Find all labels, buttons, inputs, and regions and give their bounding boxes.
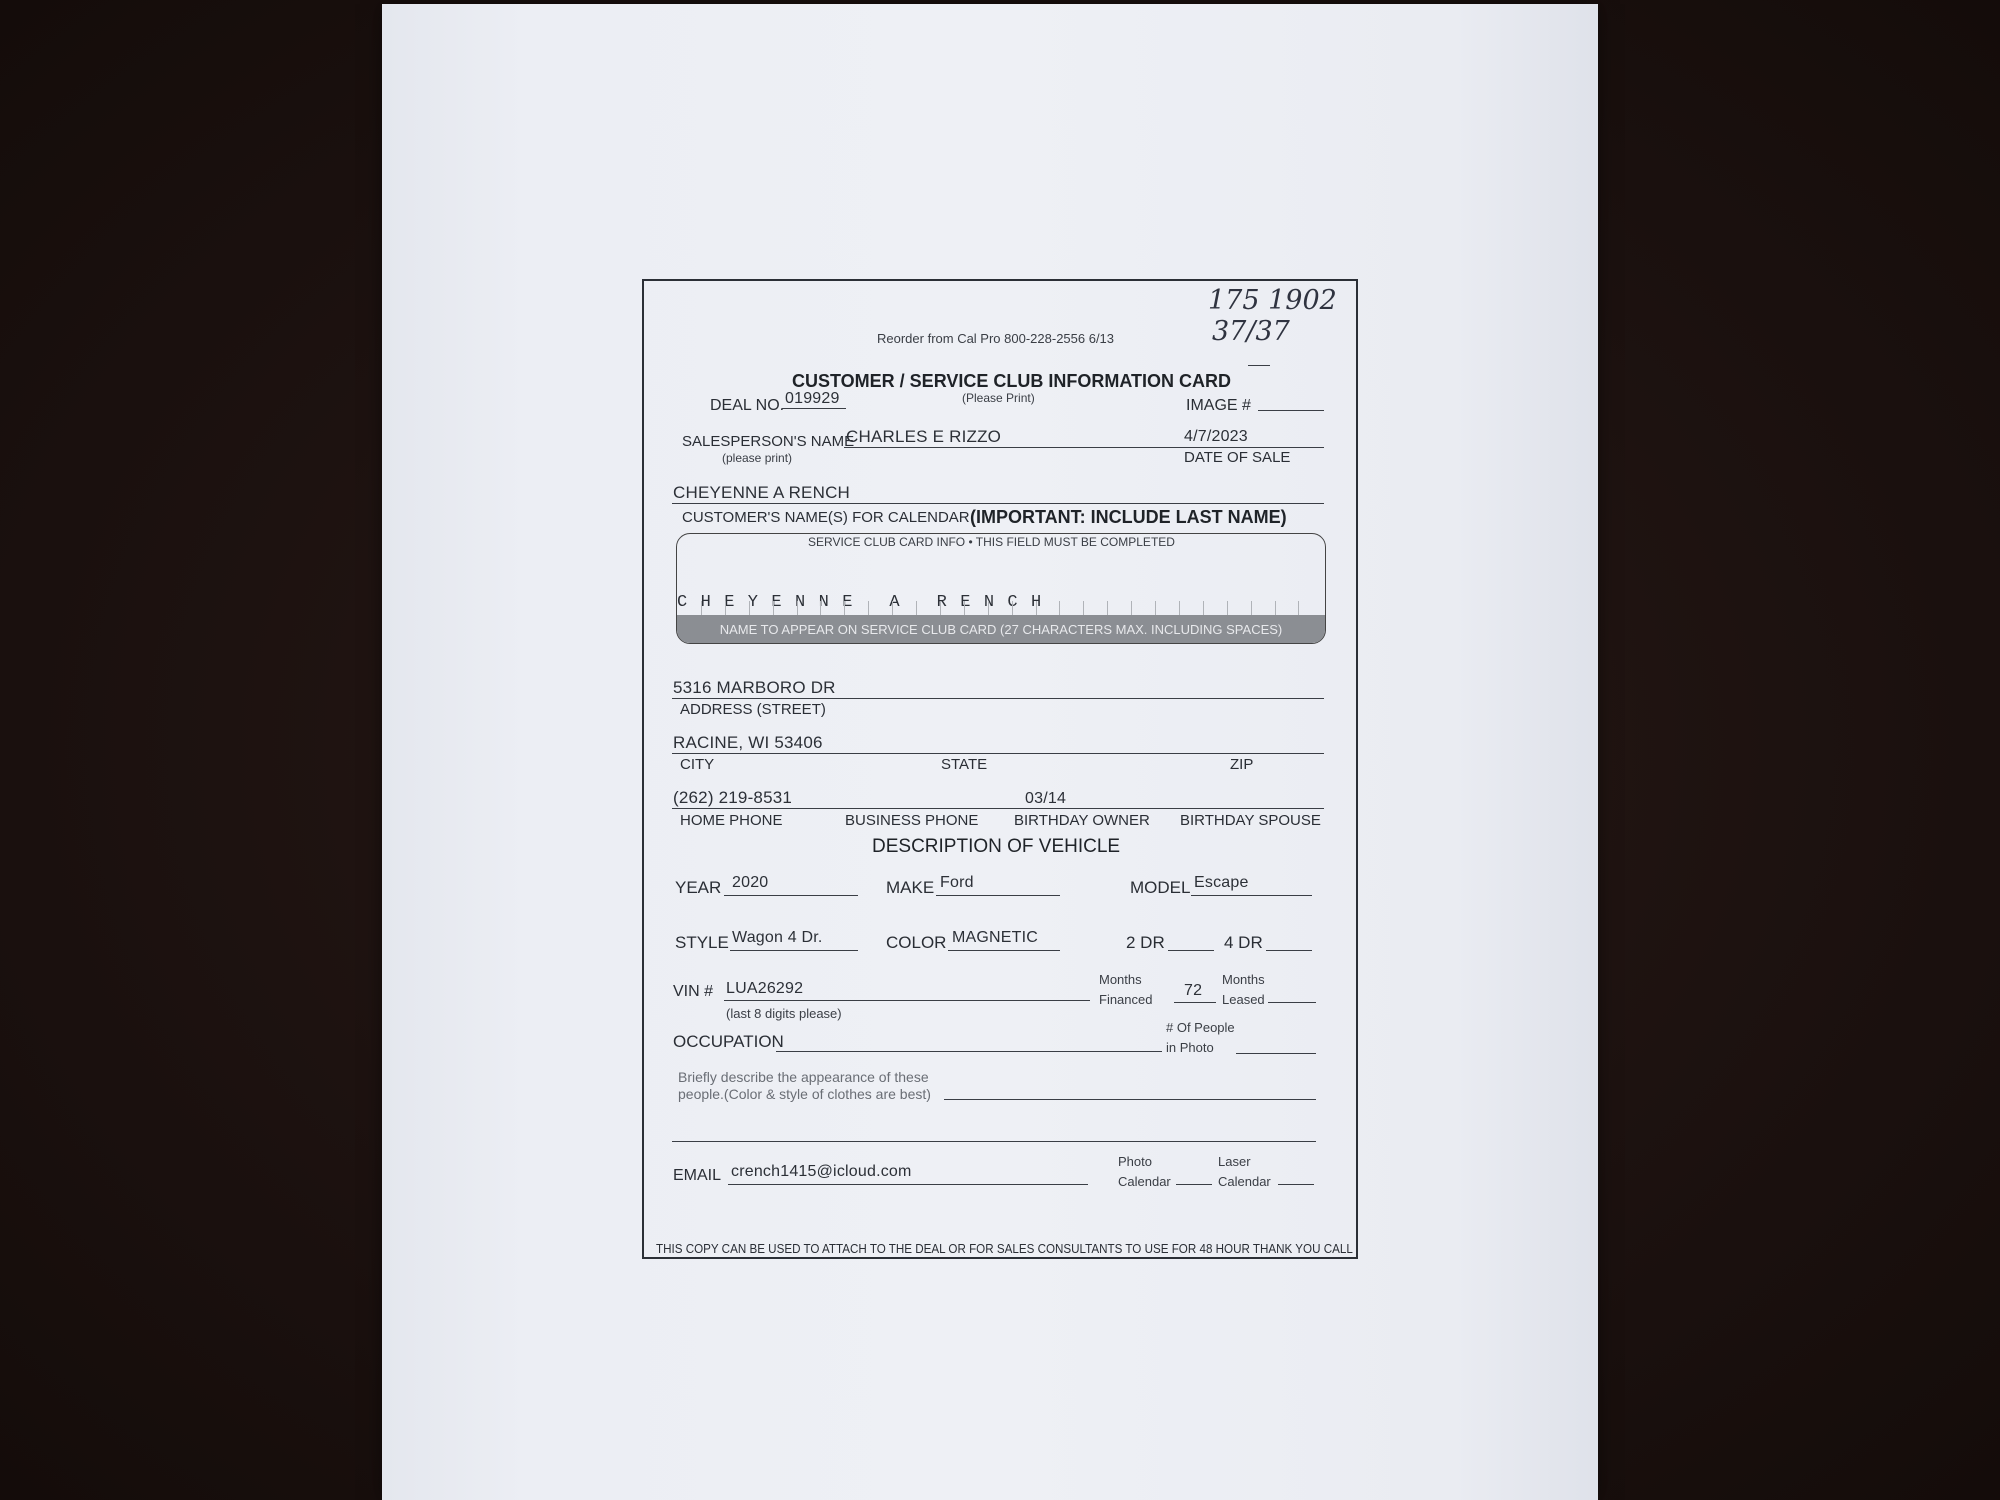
card-footer: THIS COPY CAN BE USED TO ATTACH TO THE DEAL OR FOR SALES CONSULTANTS TO USE FOR 48 HOUR THANK YOU CALL xyxy=(656,1242,1353,1256)
deal-value: 019929 xyxy=(785,390,840,407)
address-label: ADDRESS (STREET) xyxy=(680,701,826,718)
city-value: RACINE, WI 53406 xyxy=(673,733,823,752)
style-label: STYLE xyxy=(675,933,729,952)
service-club-footer: NAME TO APPEAR ON SERVICE CLUB CARD (27 CHARACTERS MAX. INCLUDING SPACES) xyxy=(719,622,1283,637)
state-label: STATE xyxy=(941,756,988,773)
character-ticks xyxy=(677,593,1325,615)
months-financed-label-1: Months xyxy=(1099,972,1142,987)
handwritten-dash xyxy=(1248,365,1270,366)
salesperson-label: SALESPERSON'S NAME xyxy=(682,433,855,450)
deal-label: DEAL NO. xyxy=(710,397,785,414)
character-tick xyxy=(988,601,989,615)
year-value: 2020 xyxy=(732,874,769,891)
color-value: MAGNETIC xyxy=(952,929,1039,946)
model-value: Escape xyxy=(1194,874,1249,891)
photo-calendar-label-2: Calendar xyxy=(1118,1174,1171,1189)
character-tick xyxy=(1298,601,1299,615)
color-label: COLOR xyxy=(886,933,947,952)
occupation-label: OCCUPATION xyxy=(673,1032,784,1051)
photo-calendar-label-1: Photo xyxy=(1118,1154,1152,1169)
service-club-box xyxy=(676,533,1326,644)
make-label: MAKE xyxy=(886,878,935,897)
character-tick xyxy=(1131,601,1132,615)
please-print: (Please Print) xyxy=(962,391,1035,405)
business-phone-label: BUSINESS PHONE xyxy=(845,812,979,829)
laser-calendar-label-2: Calendar xyxy=(1218,1174,1271,1189)
character-tick xyxy=(916,601,917,615)
character-tick xyxy=(1203,601,1204,615)
make-value: Ford xyxy=(940,874,974,891)
email-value: crench1415@icloud.com xyxy=(731,1163,912,1180)
vin-value: LUA26292 xyxy=(726,980,804,997)
character-tick xyxy=(1251,601,1252,615)
date-of-sale-label: DATE OF SALE xyxy=(1184,449,1291,466)
model-label: MODEL xyxy=(1130,878,1191,897)
character-tick xyxy=(749,601,750,615)
reorder-text: Reorder from Cal Pro 800-228-2556 6/13 xyxy=(877,331,1115,346)
character-tick xyxy=(844,601,845,615)
home-phone-value: (262) 219-8531 xyxy=(673,788,793,807)
zip-label: ZIP xyxy=(1230,756,1254,773)
describe-line-1: Briefly describe the appearance of these xyxy=(678,1069,929,1085)
months-financed-value: 72 xyxy=(1184,982,1203,999)
character-tick xyxy=(797,601,798,615)
two-door-label: 2 DR xyxy=(1126,933,1165,952)
vin-sublabel: (last 8 digits please) xyxy=(726,1006,842,1021)
date-of-sale-value: 4/7/2023 xyxy=(1184,428,1248,445)
service-club-footer-bar xyxy=(677,615,1325,643)
character-tick xyxy=(940,601,941,615)
four-door-label: 4 DR xyxy=(1224,933,1263,952)
describe-line-2: people.(Color & style of clothes are best) xyxy=(678,1086,931,1102)
people-in-photo-label-1: # Of People xyxy=(1166,1020,1235,1035)
salesperson-sublabel: (please print) xyxy=(722,451,793,465)
character-tick xyxy=(1083,601,1084,615)
months-leased-label-1: Months xyxy=(1222,972,1265,987)
character-tick xyxy=(1227,601,1228,615)
vehicle-section-title: DESCRIPTION OF VEHICLE xyxy=(872,836,1121,857)
info-card xyxy=(642,279,1358,1259)
people-in-photo-label-2: in Photo xyxy=(1166,1040,1214,1055)
important-note: (IMPORTANT: INCLUDE LAST NAME) xyxy=(970,507,1287,527)
character-tick xyxy=(701,601,702,615)
birthday-owner-label: BIRTHDAY OWNER xyxy=(1014,812,1150,829)
card-title: CUSTOMER / SERVICE CLUB INFORMATION CARD xyxy=(792,371,1232,391)
character-tick xyxy=(1179,601,1180,615)
character-tick xyxy=(1059,601,1060,615)
character-tick xyxy=(1275,601,1276,615)
character-tick xyxy=(773,601,774,615)
character-tick xyxy=(892,601,893,615)
address-value: 5316 MARBORO DR xyxy=(673,678,836,697)
character-tick xyxy=(1107,601,1108,615)
handwritten-note-2: 37/37 xyxy=(1212,316,1290,347)
character-tick xyxy=(1036,601,1037,615)
year-label: YEAR xyxy=(675,878,722,897)
salesperson-value: CHARLES E RIZZO xyxy=(846,427,1002,446)
style-value: Wagon 4 Dr. xyxy=(732,929,823,946)
character-tick xyxy=(868,601,869,615)
customer-name-value: CHEYENNE A RENCH xyxy=(673,483,851,502)
months-financed-label-2: Financed xyxy=(1099,992,1153,1007)
months-leased-label-2: Leased xyxy=(1222,992,1265,1007)
vin-label: VIN # xyxy=(673,983,714,1000)
service-club-name: CHEYENNE A RENCH xyxy=(677,593,1055,612)
character-tick xyxy=(964,601,965,615)
handwritten-note-1: 175 1902 xyxy=(1208,285,1337,316)
home-phone-label: HOME PHONE xyxy=(680,812,783,829)
customer-name-label: CUSTOMER'S NAME(S) FOR CALENDAR xyxy=(682,509,970,526)
laser-calendar-label-1: Laser xyxy=(1218,1154,1251,1169)
character-tick xyxy=(1155,601,1156,615)
birthday-spouse-label: BIRTHDAY SPOUSE xyxy=(1180,812,1321,829)
birthday-owner-value: 03/14 xyxy=(1025,790,1067,807)
character-tick xyxy=(820,601,821,615)
image-label: IMAGE # xyxy=(1186,397,1251,414)
character-tick xyxy=(725,601,726,615)
city-label: CITY xyxy=(680,756,715,773)
service-club-header: SERVICE CLUB CARD INFO • THIS FIELD MUST BE COMPLETED xyxy=(808,535,1175,549)
email-label: EMAIL xyxy=(673,1167,722,1184)
character-tick xyxy=(1012,601,1013,615)
